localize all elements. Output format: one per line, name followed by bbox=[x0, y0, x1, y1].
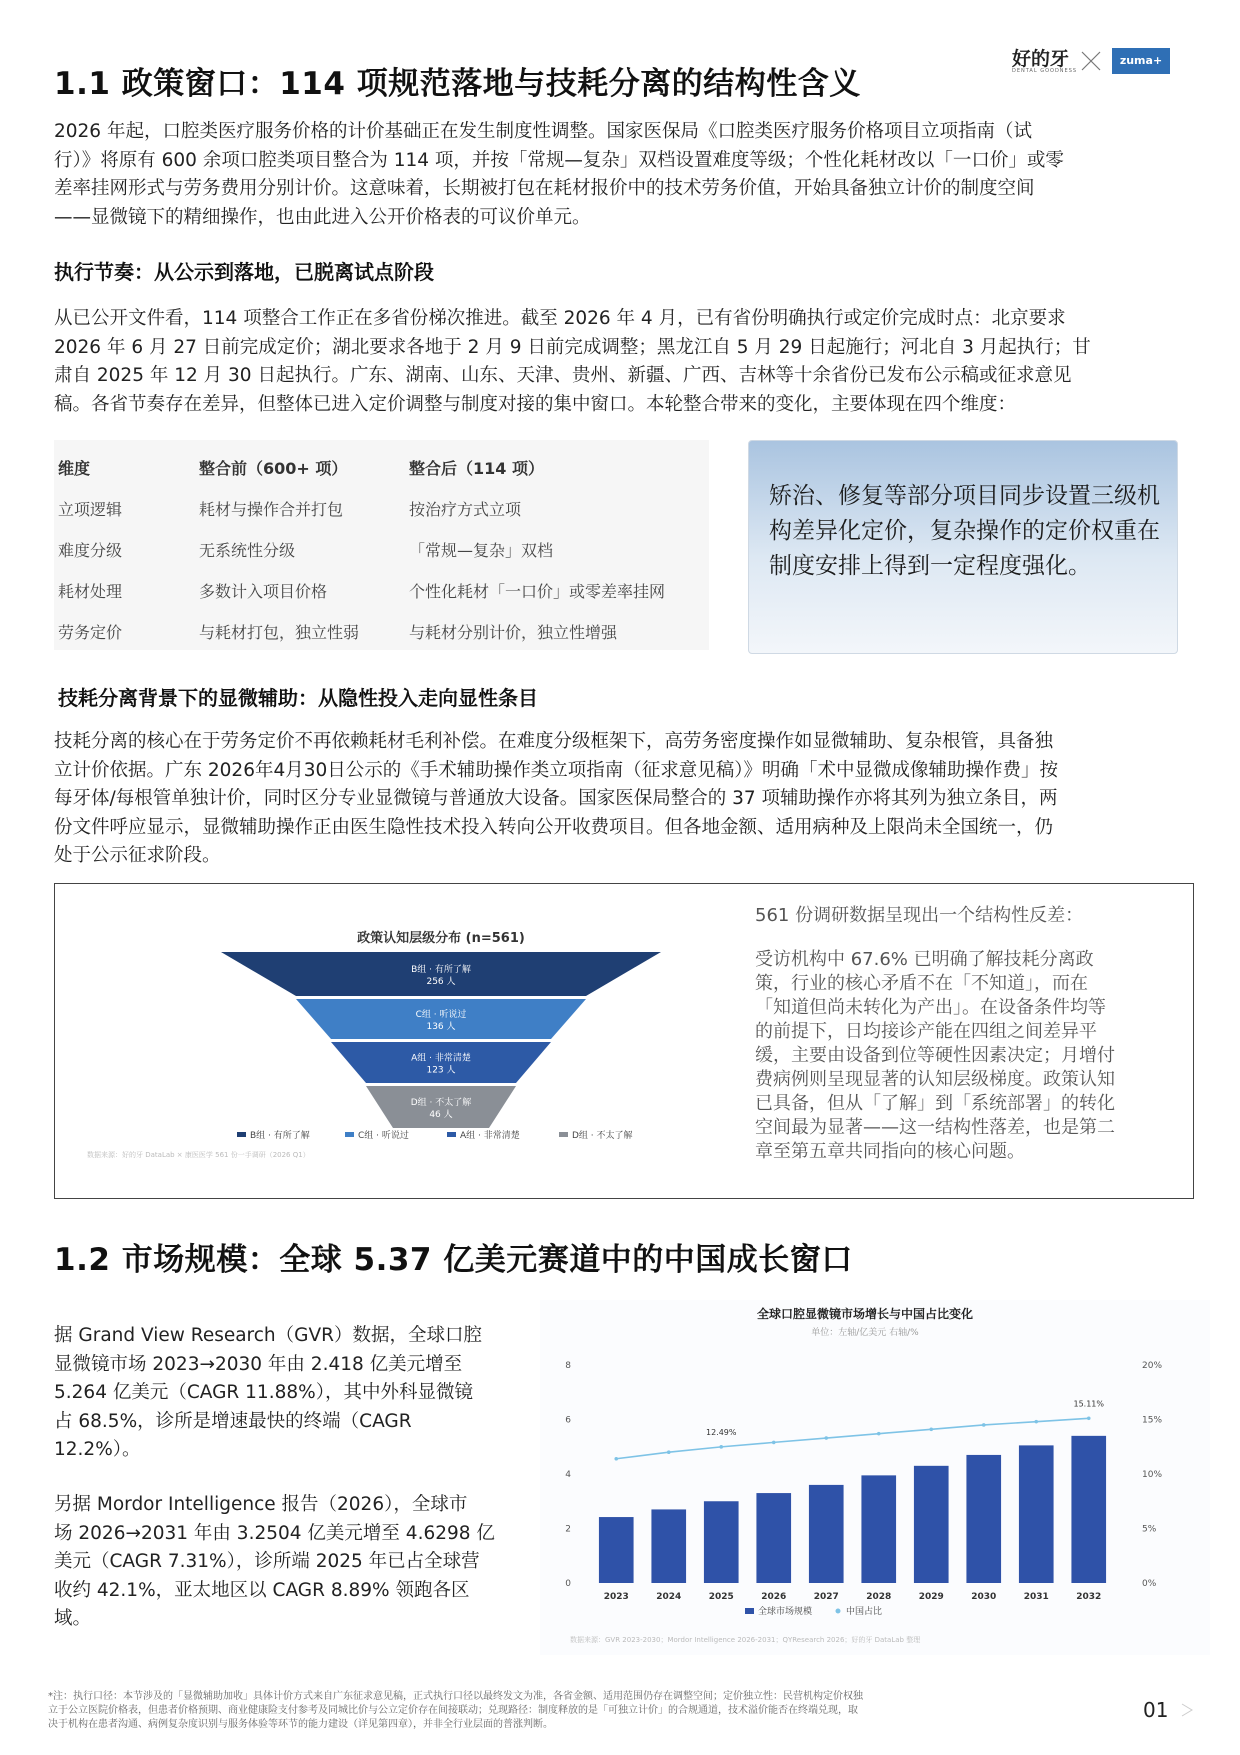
table-cell: 无系统性分级 bbox=[199, 541, 296, 560]
legend-label: C组 · 听说过 bbox=[358, 1131, 409, 1141]
x-tick: 2026 bbox=[761, 1592, 787, 1602]
bar bbox=[756, 1493, 791, 1583]
funnel-source: 数据来源：好的牙 DataLab × 康医医学 561 份一手调研（2026 Q1） bbox=[87, 1151, 310, 1159]
table-header-cell: 维度 bbox=[58, 459, 91, 478]
page-corner-icon bbox=[1180, 1700, 1196, 1720]
legend-swatch bbox=[559, 1132, 568, 1137]
y-right-tick: 10% bbox=[1142, 1470, 1163, 1480]
survey-figure-frame bbox=[54, 883, 1194, 1199]
callout-box bbox=[748, 440, 1178, 654]
text-line: 5.264 亿美元（CAGR 11.88%），其中外科显微镜 bbox=[54, 1382, 473, 1403]
legend-label: 全球市场规模 bbox=[758, 1607, 813, 1617]
table-row bbox=[54, 610, 709, 650]
text-line: 显微镜市场 2023→2030 年由 2.418 亿美元增至 bbox=[54, 1353, 463, 1375]
text-line: 稿。各省节奏存在差异，但整体已进入定价调整与制度对接的集中窗口。本轮整合带来的变化，主要体现在四个维度： bbox=[54, 393, 1017, 415]
text-line: 收约 42.1%，亚太地区以 CAGR 8.89% 领跑各区 bbox=[54, 1579, 470, 1601]
logo-en-text: DENTAL GOODNESS bbox=[1012, 68, 1078, 74]
line-point bbox=[667, 1450, 671, 1454]
legend-label: 中国占比 bbox=[846, 1607, 883, 1617]
text-line: 每牙体/每根管单独计价，同时区分专业显微镜与普通放大设备。国家医保局整合的 37 项辅助操作亦将其列为独立条目，两 bbox=[54, 788, 1058, 809]
x-tick: 2032 bbox=[1076, 1592, 1102, 1602]
table-cell: 耗材处理 bbox=[58, 582, 123, 601]
bar bbox=[599, 1517, 634, 1583]
micro-assist-paragraph bbox=[54, 728, 1189, 871]
legend-label: B组 · 有所了解 bbox=[250, 1131, 310, 1141]
table-cell: 个性化耗材「一口价」或零差率挂网 bbox=[409, 582, 666, 601]
text-line: 「知道但尚未转化为产出」。在设备条件均等 bbox=[755, 997, 1106, 1018]
legend-swatch bbox=[836, 1609, 841, 1614]
funnel-layer-label: D组 · 不太了解 bbox=[410, 1098, 472, 1108]
x-tick: 2030 bbox=[971, 1592, 997, 1602]
text-line: 受访机构中 67.6% 已明确了解技耗分离政 bbox=[755, 949, 1094, 970]
market-chart bbox=[540, 1300, 1210, 1655]
subheading-execution: 执行节奏：从公示到落地，已脱离试点阶段 bbox=[54, 260, 434, 284]
line-point bbox=[877, 1432, 881, 1436]
funnel-layer-count: 136 人 bbox=[426, 1022, 456, 1032]
text-line: 另据 Mordor Intelligence 报告（2026），全球市 bbox=[54, 1494, 468, 1515]
legend-swatch bbox=[345, 1132, 354, 1137]
text-line: 章至第五章共同指向的核心问题。 bbox=[755, 1141, 1025, 1162]
funnel-layer-label: A组 · 非常清楚 bbox=[411, 1053, 471, 1064]
footnote bbox=[48, 1690, 1078, 1732]
x-tick: 2025 bbox=[708, 1592, 734, 1602]
table-cell: 耗材与操作合并打包 bbox=[199, 500, 344, 519]
funnel-layer-count: 123 人 bbox=[426, 1065, 456, 1076]
line-point bbox=[982, 1423, 986, 1427]
bar bbox=[1019, 1445, 1054, 1583]
legend-label: A组 · 非常清楚 bbox=[460, 1131, 520, 1141]
data-label: 12.49% bbox=[705, 1427, 737, 1437]
section-title-1-2: 1.2 市场规模：全球 5.37 亿美元赛道中的中国成长窗口 bbox=[54, 1242, 853, 1278]
text-line: 行）》将原有 600 余项口腔类项目整合为 114 项，并按「常规—复杂」双档设置难度等级；个性化耗材改以「一口价」或零 bbox=[54, 149, 1064, 171]
y-right-tick: 20% bbox=[1142, 1361, 1163, 1371]
table-header-cell: 整合后（114 项） bbox=[409, 459, 544, 478]
legend-swatch bbox=[745, 1608, 754, 1614]
y-left-tick: 6 bbox=[565, 1415, 571, 1426]
y-right-tick: 5% bbox=[1142, 1524, 1157, 1535]
bar bbox=[861, 1475, 896, 1583]
text-line: 技耗分离的核心在于劳务定价不再依赖耗材毛利补偿。在难度分级框架下，高劳务密度操作如显微辅助、复杂根管，具备独 bbox=[54, 731, 1054, 752]
text-line: 2026 年起，口腔类医疗服务价格的计价基础正在发生制度性调整。国家医保局《口腔类医疗服务价格项目立项指南（试 bbox=[54, 121, 1032, 142]
footnote-line: 立于公立医院价格表，但患者价格预期、商业健康险支付参考及同城比价与公立定价存在间接联动；兑现路径：制度释放的是「可独立计价」的合规通道，技术溢价能否在终端兑现，取 bbox=[48, 1705, 858, 1716]
text-line: 的前提下，日均接诊产能在四组之间差异平 bbox=[755, 1021, 1097, 1042]
chart-title: 全球口腔显微镜市场增长与中国占比变化 bbox=[756, 1307, 974, 1321]
partner-logo: zuma+ bbox=[1112, 48, 1170, 74]
chart-source: 数据来源：GVR 2023-2030；Mordor Intelligence 2026-2031；QYResearch 2026；好的牙 DataLab 整理 bbox=[570, 1636, 921, 1644]
text-line: 空间最为显著——这一结构性落差，也是第二 bbox=[755, 1117, 1115, 1138]
y-left-tick: 2 bbox=[565, 1524, 571, 1535]
callout-text: 矫治、修复等部分项目同步设置三级机构差异化定价，复杂操作的定价权重在制度安排上得到一定程度强化。 bbox=[769, 483, 1160, 579]
y-right-tick: 15% bbox=[1142, 1415, 1163, 1426]
legend-label: D组 · 不太了解 bbox=[572, 1131, 633, 1141]
line-point bbox=[614, 1457, 618, 1461]
line-point bbox=[929, 1428, 933, 1432]
x-tick: 2027 bbox=[813, 1592, 839, 1602]
footnote-line: 决于机构在患者沟通、病例复杂度识别与服务体验等环节的能力建设（详见第四章），并非全行业层面的普涨判断。 bbox=[48, 1719, 553, 1730]
bar bbox=[966, 1455, 1001, 1583]
text-line: 肃自 2025 年 12 月 30 日起执行。广东、湖南、山东、天津、贵州、新疆、广西、吉林等十余省份已发布公示稿或征求意见 bbox=[54, 365, 1072, 386]
table-cell: 劳务定价 bbox=[58, 623, 123, 642]
survey-note-head: 561 份调研数据呈现出一个结构性反差： bbox=[755, 905, 1084, 926]
text-line: 缓，主要由设备到位等硬性因素决定；月增付 bbox=[755, 1045, 1115, 1066]
text-line: 12.2%）。 bbox=[54, 1439, 141, 1460]
table-cell: 按治疗方式立项 bbox=[409, 500, 522, 519]
text-line: 差率挂网形式与劳务费用分别计价。这意味着，长期被打包在耗材报价中的技术劳务价值，开始具备独立计价的制度空间 bbox=[54, 178, 1035, 199]
table-cell: 与耗材打包，独立性弱 bbox=[199, 623, 360, 642]
x-tick: 2024 bbox=[656, 1592, 682, 1602]
y-left-tick: 4 bbox=[565, 1470, 571, 1480]
funnel-layer-label: C组 · 听说过 bbox=[415, 1010, 467, 1020]
legend-swatch bbox=[447, 1132, 456, 1137]
bar bbox=[704, 1501, 739, 1583]
text-line: 立计价依据。广东 2026年4月30日公示的《手术辅助操作类立项指南（征求意见稿）》明确「术中显微成像辅助操作费」按 bbox=[54, 759, 1059, 781]
table-header-row bbox=[54, 446, 709, 486]
data-label: 15.11% bbox=[1073, 1399, 1105, 1409]
text-line: 占 68.5%，诊所是增速最快的终端（CAGR bbox=[54, 1410, 412, 1432]
survey-note bbox=[755, 904, 1185, 1164]
table-cell: 难度分级 bbox=[58, 541, 123, 560]
comparison-table bbox=[54, 440, 709, 650]
legend-swatch bbox=[237, 1132, 246, 1137]
subheading-micro-assist: 技耗分离背景下的显微辅助：从隐性投入走向显性条目 bbox=[58, 686, 538, 710]
text-line: 处于公示征求阶段。 bbox=[54, 845, 221, 866]
funnel-layer-count: 46 人 bbox=[429, 1110, 453, 1120]
market-paragraph-gvr bbox=[54, 1322, 524, 1465]
text-line: 已具备，但从「了解」到「系统部署」的转化 bbox=[755, 1093, 1115, 1114]
text-line: 2026 年 6 月 27 日前完成定价；湖北要求各地于 2 月 9 日前完成调整；黑龙江自 5 月 29 日起施行；河北自 3 月起执行；甘 bbox=[54, 336, 1091, 358]
text-line: 策，行业的核心矛盾不在「不知道」，而在 bbox=[755, 973, 1088, 994]
y-right-tick: 0% bbox=[1142, 1579, 1157, 1589]
section-title-1-1: 1.1 政策窗口：114 项规范落地与技耗分离的结构性含义 bbox=[54, 66, 861, 102]
line-point bbox=[772, 1441, 776, 1445]
table-cell: 立项逻辑 bbox=[58, 500, 123, 519]
y-left-tick: 0 bbox=[565, 1579, 571, 1589]
cross-icon bbox=[1080, 50, 1102, 72]
table-row bbox=[54, 528, 709, 568]
x-tick: 2028 bbox=[866, 1592, 892, 1602]
footnote-line: *注：执行口径：本节涉及的「显微辅助加收」具体计价方式来自广东征求意见稿，正式执行口径以最终发文为准，各省金额、适用范围仍存在调整空间；定价独立性：民营机构定价权独 bbox=[48, 1691, 863, 1702]
y-left-tick: 8 bbox=[565, 1361, 571, 1371]
page-number: 01 bbox=[1143, 1698, 1169, 1722]
text-line: 从已公开文件看，114 项整合工作正在多省份梯次推进。截至 2026 年 4 月，已有省份明确执行或定价完成时点：北京要求 bbox=[54, 308, 1066, 329]
bar bbox=[914, 1466, 949, 1583]
text-line: ——显微镜下的精细操作，也由此进入公开价格表的可议价单元。 bbox=[54, 206, 591, 228]
funnel-chart bbox=[67, 892, 747, 1192]
text-line: 场 2026→2031 年由 3.2504 亿美元增至 4.6298 亿 bbox=[54, 1522, 495, 1544]
text-line: 费病例则呈现显著的认知层级梯度。政策认知 bbox=[755, 1069, 1115, 1090]
chart-subtitle: 单位：左轴/亿美元 右轴/% bbox=[811, 1328, 919, 1338]
table-row bbox=[54, 569, 709, 609]
funnel-title: 政策认知层级分布 (n=561) bbox=[357, 931, 525, 946]
funnel-layer-count: 256 人 bbox=[426, 977, 456, 987]
x-tick: 2031 bbox=[1023, 1592, 1049, 1602]
text-line: 美元（CAGR 7.31%），诊所端 2025 年已占全球营 bbox=[54, 1551, 480, 1572]
line-point bbox=[1034, 1420, 1038, 1424]
funnel-layer-label: B组 · 有所了解 bbox=[411, 965, 471, 975]
bar bbox=[809, 1485, 844, 1583]
market-paragraph-mordor bbox=[54, 1491, 524, 1634]
execution-paragraph bbox=[54, 305, 1189, 419]
table-row bbox=[54, 487, 709, 527]
brand-logo bbox=[1012, 44, 1172, 80]
bar bbox=[1071, 1436, 1106, 1583]
table-cell: 「常规—复杂」双档 bbox=[409, 541, 554, 560]
text-line: 据 Grand View Research（GVR）数据，全球口腔 bbox=[54, 1325, 482, 1346]
x-tick: 2023 bbox=[603, 1592, 629, 1602]
line-point bbox=[824, 1436, 828, 1440]
table-header-cell: 整合前（600+ 项） bbox=[199, 459, 348, 478]
text-line: 域。 bbox=[54, 1608, 92, 1629]
logo-cn-text: 好的牙 bbox=[1012, 48, 1070, 70]
text-line: 份文件呼应显示，显微辅助操作正由医生隐性技术投入转向公开收费项目。但各地金额、适用病种及上限尚未全国统一，仍 bbox=[54, 816, 1054, 838]
line-point bbox=[1087, 1417, 1091, 1421]
table-cell: 多数计入项目价格 bbox=[199, 582, 328, 601]
x-tick: 2029 bbox=[918, 1592, 944, 1602]
line-point bbox=[719, 1445, 723, 1449]
table-cell: 与耗材分别计价，独立性增强 bbox=[409, 623, 618, 642]
intro-paragraph bbox=[54, 118, 1189, 232]
bar bbox=[651, 1509, 686, 1583]
